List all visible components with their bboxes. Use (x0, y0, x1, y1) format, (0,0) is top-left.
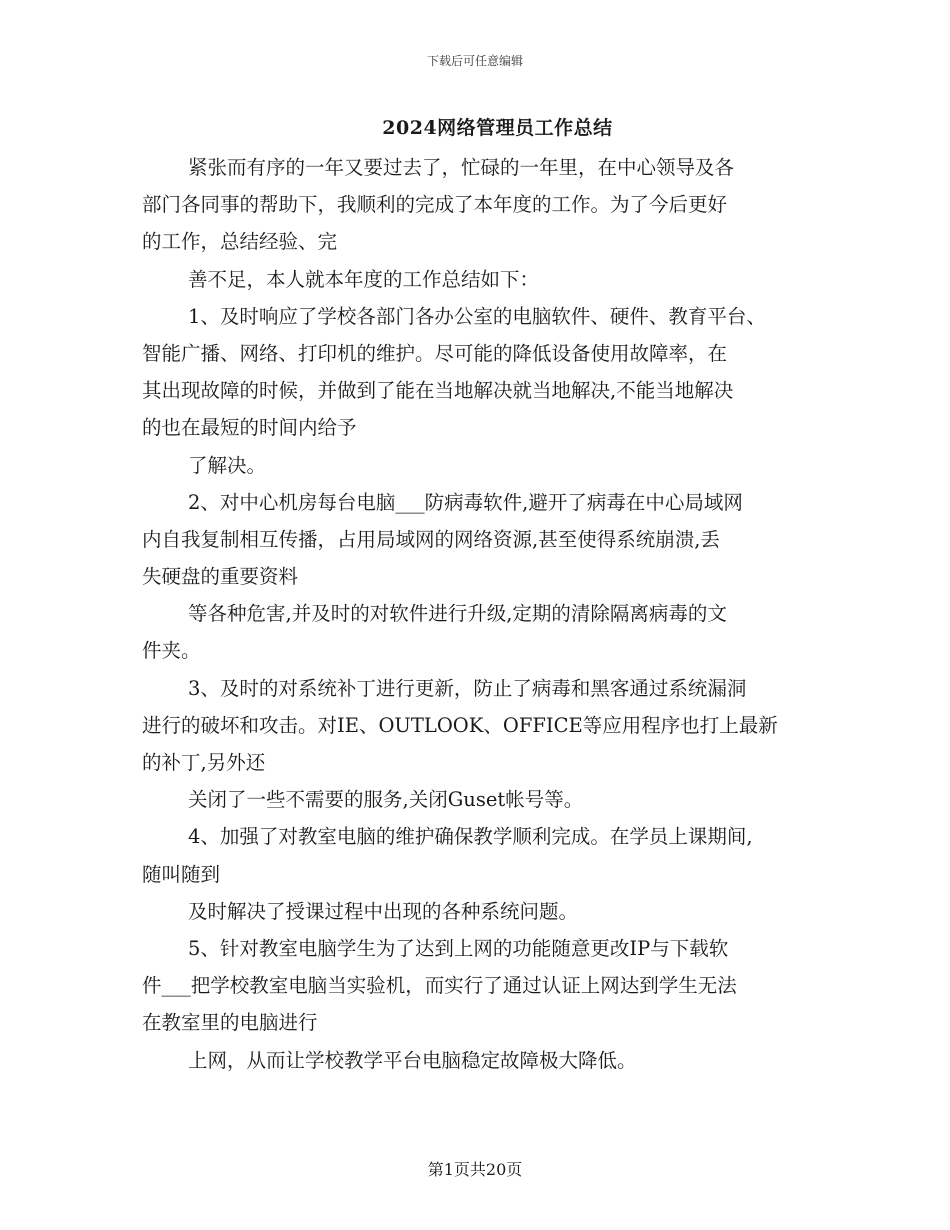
text-line: 其出现故障的时候，并做到了能在当地解决就当地解决,不能当地解决 (142, 379, 734, 403)
text-line: 善不足，本人就本年度的工作总结如下： (188, 267, 540, 291)
text-line: 件夹。 (142, 639, 201, 663)
text-line: 3、及时的对系统补丁进行更新，防止了病毒和黑客通过系统漏洞 (188, 676, 747, 700)
page-number: 第1页共20页 (427, 1160, 523, 1179)
text-line: 2、对中心机房每台电脑___防病毒软件,避开了病毒在中心局域网 (188, 490, 743, 514)
text-line: 件___把学校教室电脑当实验机，而实行了通过认证上网达到学生无法 (142, 974, 737, 998)
text-line: 4、加强了对教室电脑的维护确保教学顺利完成。在学员上课期间, (188, 825, 753, 849)
text-line: 的也在最短的时间内给予 (142, 416, 357, 440)
text-line: 在教室里的电脑进行 (142, 1011, 318, 1035)
header-note: 下载后可任意编辑 (426, 54, 523, 68)
text-line: 内自我复制相互传播，占用局域网的网络资源,甚至使得系统崩溃,丢 (142, 527, 720, 551)
text-line: 了解决。 (188, 453, 267, 477)
text-line: 等各种危害,并及时的对软件进行升级,定期的清除隔离病毒的文 (188, 602, 727, 626)
text-line: 1、及时响应了学校各部门各办公室的电脑软件、硬件、教育平台、 (188, 304, 766, 328)
text-line: 紧张而有序的一年又要过去了，忙碌的一年里，在中心领导及各 (188, 156, 735, 179)
text-line: 部门各同事的帮助下，我顺利的完成了本年度的工作。为了今后更好 (142, 193, 728, 217)
text-line: 及时解决了授课过程中出现的各种系统问题。 (188, 899, 579, 923)
text-line: 的工作，总结经验、完 (142, 230, 338, 254)
document-body (142, 149, 832, 1079)
text-line: 进行的破坏和攻击。对IE、OUTLOOK、OFFICE等应用程序也打上最新 (142, 713, 778, 737)
text-line: 关闭了一些不需要的服务,关闭Guset帐号等。 (188, 788, 584, 812)
document-title: 2024网络管理员工作总结 (382, 117, 613, 139)
text-line: 失硬盘的重要资料 (142, 565, 299, 589)
text-line: 智能广播、网络、打印机的维护。尽可能的降低设备使用故障率，在 (142, 341, 728, 365)
text-line: 随叫随到 (142, 862, 221, 886)
text-line: 的补丁,另外还 (142, 751, 266, 774)
text-line: 上网，从而让学校教学平台电脑稳定故障极大降低。 (188, 1048, 637, 1072)
text-line: 5、针对教室电脑学生为了达到上网的功能随意更改IP与下载软 (188, 936, 729, 960)
